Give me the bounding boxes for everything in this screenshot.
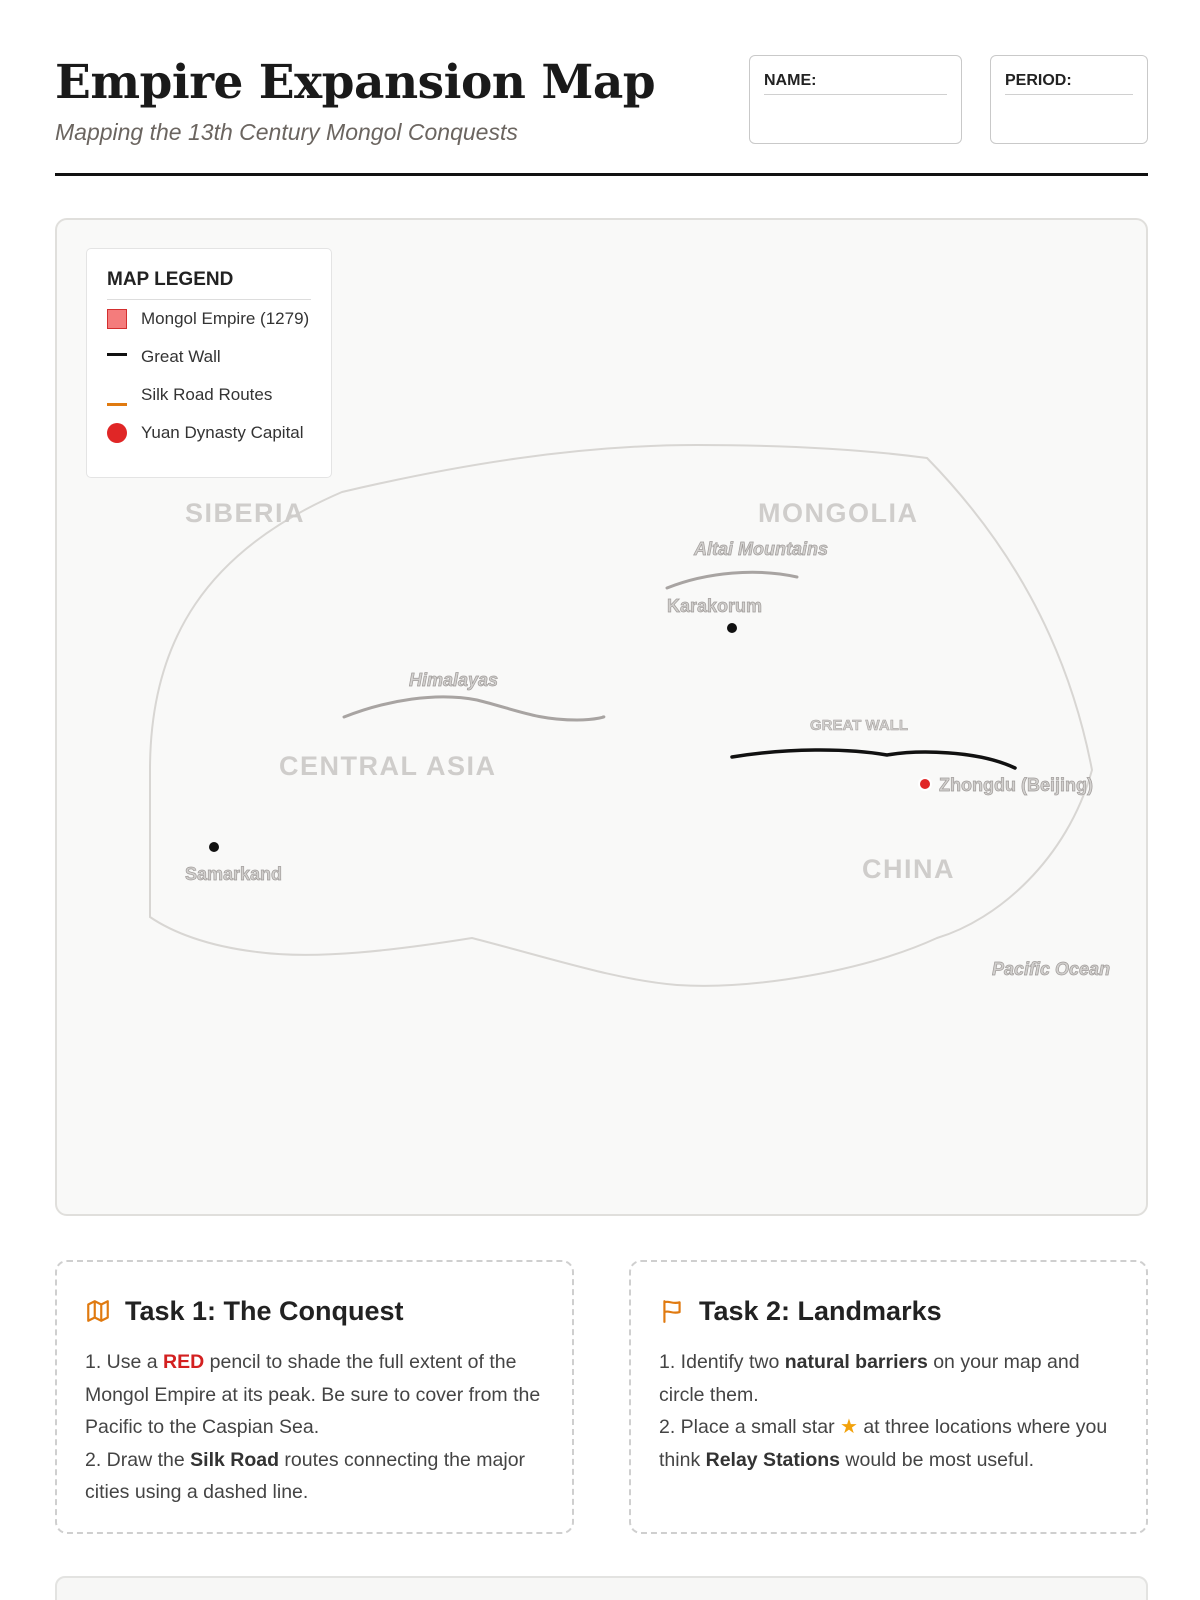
label-great-wall: GREAT WALL — [810, 717, 909, 734]
task-card-conquest — [55, 1260, 574, 1534]
page-subtitle: Mapping the 13th Century Mongol Conquests — [55, 119, 518, 145]
task-header — [85, 1294, 544, 1328]
red-square-icon — [107, 309, 127, 329]
altai-mountains-ridge — [667, 572, 797, 588]
red-keyword: RED — [163, 1351, 205, 1373]
map-legend — [86, 248, 332, 478]
region-label-mongolia: MONGOLIA — [758, 498, 919, 528]
great-wall-line — [732, 750, 1015, 768]
legend-item-label: Great Wall — [141, 347, 221, 366]
task-step-2: 2. Draw the Silk Road routes connecting the major cities using a dashed line. — [85, 1448, 526, 1503]
label-pacific-ocean: Pacific Ocean — [992, 959, 1111, 979]
name-field[interactable] — [749, 55, 962, 144]
task-header — [659, 1294, 1118, 1328]
region-label-china: CHINA — [862, 854, 955, 884]
legend-title: MAP LEGEND — [107, 269, 311, 300]
legend-item-label: Yuan Dynasty Capital — [141, 423, 304, 442]
label-altai-mountains: Altai Mountains — [694, 539, 828, 559]
task-instructions — [85, 1346, 544, 1509]
label-samarkand: Samarkand — [185, 864, 283, 884]
flag-icon — [659, 1298, 685, 1324]
period-field-label: PERIOD: — [1005, 72, 1133, 95]
page-title: Empire Expansion Map — [55, 55, 656, 110]
region-label-central-asia: CENTRAL ASIA — [279, 751, 497, 781]
region-label-siberia: SIBERIA — [185, 498, 306, 528]
label-zhongdu: Zhongdu (Beijing) — [939, 775, 1093, 795]
legend-item-great-wall — [107, 338, 311, 376]
legend-item-label: Mongol Empire (1279) — [141, 309, 310, 328]
map-icon — [85, 1298, 111, 1324]
name-field-label: NAME: — [764, 72, 947, 95]
map-panel — [55, 218, 1148, 1216]
task-title: Task 1: The Conquest — [125, 1296, 404, 1326]
task-title: Task 2: Landmarks — [699, 1296, 942, 1326]
zhongdu-dot — [919, 778, 931, 790]
task-step-2: 2. Place a small star ★ at three locations where you think Relay Stations would be most useful. — [659, 1416, 1108, 1471]
black-line-icon — [107, 353, 127, 356]
karakorum-dot — [727, 623, 737, 633]
star-icon: ★ — [839, 1416, 858, 1438]
task-step-1: 1. Use a RED pencil to shade the full extent of the Mongol Empire at its peak. Be sure to cover from the Pacific to the Caspian Sea. — [85, 1351, 541, 1438]
period-field[interactable] — [990, 55, 1148, 144]
legend-item-label: Silk Road Routes — [141, 385, 273, 404]
label-karakorum: Karakorum — [667, 596, 763, 616]
orange-line-icon — [107, 403, 127, 406]
legend-item-mongol-empire — [107, 300, 311, 338]
samarkand-dot — [209, 842, 219, 852]
red-dot-icon — [107, 423, 127, 443]
task-card-landmarks — [629, 1260, 1148, 1534]
legend-item-silk-road — [107, 376, 311, 414]
bottom-panel — [55, 1576, 1148, 1600]
task-step-1: 1. Identify two natural barriers on your map and circle them. — [659, 1351, 1080, 1406]
worksheet-header — [55, 55, 1148, 177]
header-divider — [55, 173, 1148, 176]
himalayas-ridge — [344, 697, 604, 720]
label-himalayas: Himalayas — [409, 670, 499, 690]
legend-item-yuan-capital — [107, 414, 311, 452]
task-instructions — [659, 1346, 1118, 1476]
